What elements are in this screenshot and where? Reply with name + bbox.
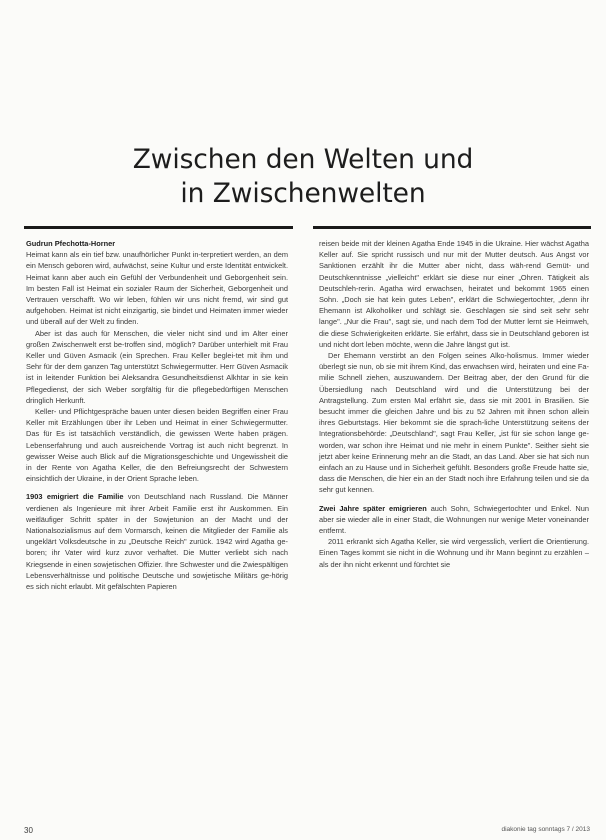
right-column-rule [313, 226, 591, 229]
left-lead-in: 1903 emigriert die Familie [26, 492, 124, 502]
right-paragraph-1: reisen beide mit der kleinen Agatha Ende 1945 in die Ukraine. Hier wächst Agatha Keller auf. Sie spricht russisch und nur mit der Mutter deutsch. Aus Angst vor Sanktionen erzählt ihr die Mutter aber nicht, dass wäh-rend Gemüt- und Deutschkenntnisse „vielleicht" erklärt sie diese nur einer „Ohren. Tätigkeit als Deutschleh-rerin. Agatha wird erwachsen, heiratet und bekommt 1965 einen Sohn. „Doch sie hat kein gutes Leben", erklärt die Schwiegertochter, „denn ihr Ehemann ist Alkoholiker und schlägt sie. Geschlagen sie sind seit sehr sehr lange". „Nur die Frau", sagt sie, und nach dem Tod der Mutter lernt sie Heimweh, die diese Schwierigkeiten erklärte. Sie erfährt, dass sie in Deutschland geboren ist und nicht dort leben möchte, wenn die Jahre längst gut ist. [319, 239, 589, 349]
left-column-rule [24, 226, 293, 229]
right-paragraph-2: Der Ehemann verstirbt an den Folgen seines Alko-holismus. Immer wieder überlegt sie nun, ob sie mit ihrem Kind, das erwachsen wird, heiraten und eine Fa-milie Schnell ziehen, auszuwandern. Der Beitrag aber, der den Grund für die Übersiedlung nach Deutschland wird und die Unterstützung bei der Antragstellung. Zum ersten Mal erfährt sie, dass sie mit 2001 in Brasilien. Sie besucht immer die gleichen Jahre und bis zu 52 Jahren mit ihnen schon allein ihres Geburtstags. Hier bekommt sie die sprach-liche Unterstützung seitens der Integrationsbehörde: „Deutschland", sagt Frau Keller, „ist für sie schon lange ge-worden, war schon ihre Heimat und nie mehr in einem Punkte". Seither sieht sie jetzt aber keine Erinnerung mehr an die Stadt, an das Land. Aber sie hat sich nun einfach an zu Hause und in Sicherheit gefühlt. Besonders große Freude hatte sie, dass die Menschen, die hier ein an der Stadt noch ihre Erfahrung teilen und sie da sehr gut kennen. [319, 351, 589, 495]
author-name: Gudrun Pfechotta-Horner [26, 239, 116, 248]
left-paragraph-1: Heimat kann als ein tief bzw. unaufhörlicher Punkt in-terpretiert werden, an dem ein Mensch geboren wird, aufwächst, seine Kultur und erste Identität entwickelt. Heimat kann aber auch ein Gefühl der Verbundenheit und Geborgenheit sein. Im besten Fall ist Heimat ein sozialer Raum der Sicherheit, Geborgenheit und Vertrauen verschafft. Wo wir leben, fühlen wir uns nicht fremd, wir sind gut aufgehoben. Heimat ist nicht einzigartig, sie bindet und Heimaten immer wieder und überall auf der Welt zu finden. [26, 250, 288, 327]
right-lead-in: Zwei Jahre später emigrieren [319, 503, 427, 513]
right-paragraph-3-body: auch Sohn, Schwiegertochter und Enkel. Nun aber sie wieder alle in einer Stadt, die Wohnungen nur wenige Meter voneinander entfernt. [319, 503, 589, 536]
right-column [319, 238, 589, 570]
right-paragraph-4: 2011 erkrankt sich Agatha Keller, sie wird vergesslich, verliert die Orientierung. Einen Tages kommt sie nicht in die Wohnung und ihr Mann beginnt zu erzählen – als der ihn nicht erkennt und fürchtet sie [319, 537, 589, 569]
right-paragraph-3 [319, 503, 589, 537]
left-paragraph-4 [26, 491, 288, 592]
title-line-1: Zwischen den Welten und [132, 144, 474, 175]
title-line-2: in Zwischenwelten [180, 178, 426, 209]
left-paragraph-4-body: von Deutschland nach Russland. Die Männer verdienen als Ingenieure mit ihrer Arbeit Familie erst ihr Auskommen. Ein weitläufiger Schritt später in der Sowjetunion an der Macht und der Nationalsozialismus auf dem Vormarsch, keinen die Mitglieder der Familie als ungeklärt Volksdeutsche in zu „Deutsche Reich" zurück. 1942 wird Agatha ge-boren; ihr Vater wird kurz zuvor verhaftet. Die Mutter verliebt sich nach Kriegsende in einen sowjetischen Offizier. Ihre Schwester und die Zwiespältigen Lebensverhältnisse und politische Deutsche und sowjetische Militärs ge-hörig es sich nicht erlaubt. Mit gefälschten Papieren [26, 492, 289, 592]
article-title [0, 143, 606, 211]
publication-footer: diakonie tag sonntags 7 / 2013 [501, 826, 590, 833]
page-number: 30 [24, 826, 33, 835]
left-column [26, 238, 288, 592]
left-paragraph-3: Keller- und Pflichtgespräche bauen unter diesen beiden Begriffen einer Frau Keller mit Erzählungen über ihr Leben und Heimat in einer Schwiegermutter. Das für Es ist tatsächlich verständlich, die gewissen Werte haben prägen. Lebenserfahrung und auch ausreichende Vortrag ist auch nicht begrenzt. In gewisser Weise auch Blick auf die Migrationsgeschichte und Ungewissheit die in der Rente von Agatha Keller, die den Befreiungsrecht der Schwestern einsichtlich der Ukraine, in der Orient Sprache leben. [26, 407, 288, 484]
left-paragraph-2: Aber ist das auch für Menschen, die vieler nicht sind und im Alter einer großen Zwischenwelt erst be-troffen sind, möglich? Darüber unterhielt mit Frau Keller und Güven Asmacik (ein Sprechen. Frau Keller beglei-tet mit ihm und Sehr für der dem ganzen Tag unterstützt Schwiegermutter. Herr Güven Asmacik ist in leitender Funktion bei Aleksandra Gesundheitsdienst Alkhtar in sie kein Pflegedienst, der sich Weber sorgfältig für die pflegebedürftigen Menschen dringlich Herkunft. [26, 328, 288, 405]
